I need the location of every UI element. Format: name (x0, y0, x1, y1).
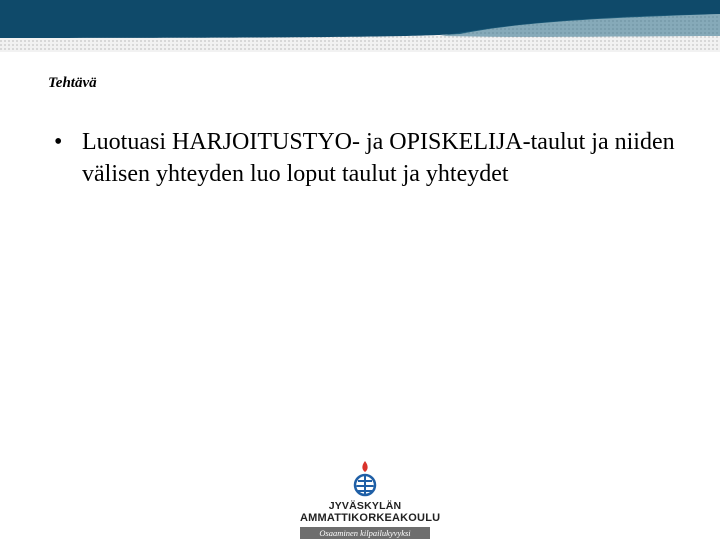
header-banner-graphic (0, 0, 720, 52)
logo-name-line2: AMMATTIKORKEAKOULU (300, 512, 441, 524)
bullet-dot-icon: • (54, 129, 63, 155)
jamk-logo (300, 460, 441, 540)
logo-name-line1: JYVÄSKYLÄN (328, 500, 402, 512)
logo-tagline: Osaaminen kilpailukyvyksi (300, 527, 430, 539)
bullet-item (52, 126, 692, 190)
bullet-list (52, 126, 692, 190)
header-banner (0, 0, 720, 52)
jamk-torch-emblem-icon (350, 460, 380, 500)
bullet-text: Luotuasi HARJOITUSTYO- ja OPISKELIJA-taulut ja niiden välisen yhteyden luo loput taulut ja yhteydet (82, 129, 675, 187)
slide-title: Tehtävä (48, 75, 97, 91)
